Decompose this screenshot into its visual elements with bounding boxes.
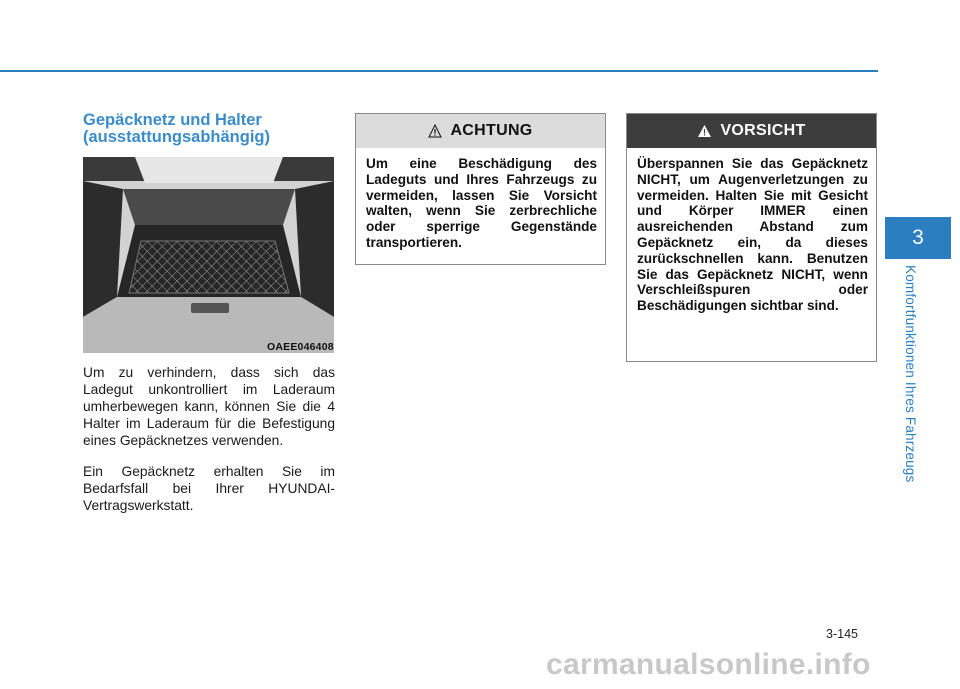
chapter-tab: 3 <box>885 217 951 259</box>
warning-triangle-icon <box>697 124 712 138</box>
figure-code: OAEE046408 <box>267 341 334 353</box>
paragraph-1: Um zu verhindern, dass sich das Ladegut unkontrolliert im Laderaum umherbewegen kann, können Sie die 4 Halter im Laderaum für die Befestigung eines Gepäcknetzes verwenden. <box>83 365 335 448</box>
page-number: 3-145 <box>826 627 858 641</box>
vorsicht-heading: VORSICHT <box>720 122 806 139</box>
achtung-text: Um eine Beschädigung des Ladeguts und Ihres Fahrzeugs zu vermeiden, lassen Sie Vorsicht walten, wenn Sie zerbrechliche oder sperrige Gegenstände transportieren. <box>366 156 597 250</box>
section-title <box>83 112 343 146</box>
achtung-header <box>356 114 605 148</box>
vorsicht-box <box>626 113 877 362</box>
section-title-line2: (ausstattungsabhängig) <box>83 128 271 146</box>
warning-triangle-icon <box>428 124 442 138</box>
top-rule <box>0 70 878 72</box>
vorsicht-text: Überspannen Sie das Gepäcknetz NICHT, um Augenverletzungen zu vermeiden. Halten Sie mit Gesicht und Körper IMMER einen ausreichenden Abstand zum Gepäcknetz ein, da dieses zurückschnellen kann. Benutzen Sie das Gepäcknetz NICHT, wenn Verschleißspuren oder Beschädigungen sichtbar sind. <box>637 156 868 314</box>
section-title-line1: Gepäcknetz und Halter <box>83 111 262 129</box>
vorsicht-header <box>627 114 876 148</box>
cargo-net-photo <box>83 157 334 353</box>
watermark: carmanualsonline.info <box>546 648 871 681</box>
achtung-heading: ACHTUNG <box>450 122 533 139</box>
chapter-title: Komfortfunktionen Ihres Fahrzeugs <box>903 265 918 483</box>
cargo-area-illustration <box>83 157 334 353</box>
achtung-box <box>355 113 606 265</box>
paragraph-2: Ein Gepäcknetz erhalten Sie im Bedarfsfall bei Ihrer HYUNDAI-Vertragswerkstatt. <box>83 464 335 513</box>
